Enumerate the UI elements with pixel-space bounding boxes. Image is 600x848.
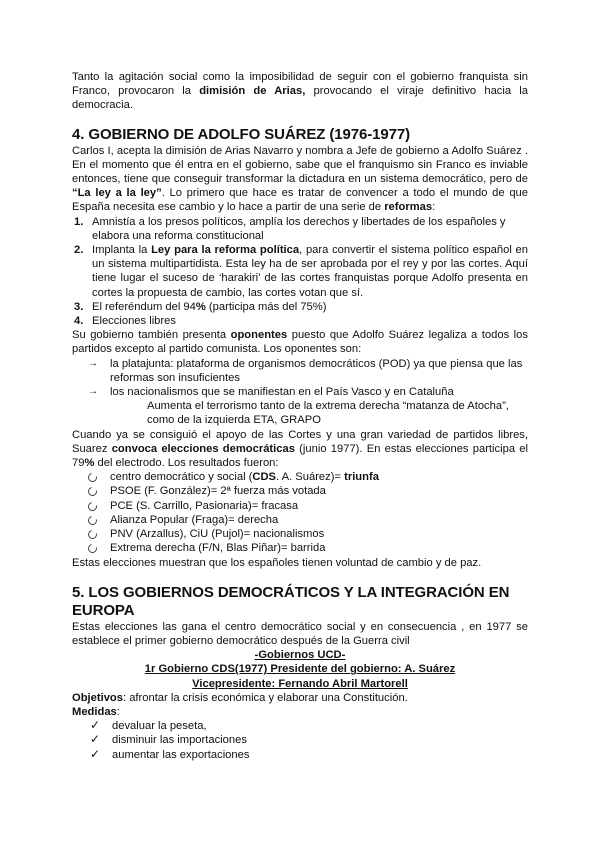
text: PNV (Arzallus), CiU (Pujol)= nacionalismos xyxy=(110,528,325,541)
text: disminuir las importaciones xyxy=(112,734,247,747)
list-item xyxy=(88,748,528,762)
text: . A. Suárez)= xyxy=(276,471,345,484)
bold-label: Medidas xyxy=(72,705,117,718)
bold-text: reformas xyxy=(384,201,433,214)
text: aumentar las exportaciones xyxy=(112,748,250,761)
circle-bullet-icon xyxy=(86,472,98,484)
intro-text-2: provocando el viraje definitivo hacia la democracia. xyxy=(72,85,528,112)
bold-text: oponentes xyxy=(230,329,288,342)
measures-label-line xyxy=(72,705,528,719)
text: (participa más del 75%) xyxy=(205,300,327,313)
text: : afrontar la crisis económica y elaborar una Constitución. xyxy=(122,691,408,704)
text: la platajunta: plataforma de organismos democráticos (POD) ya que piensa que las reformas son insuficientes xyxy=(110,357,523,384)
list-item xyxy=(88,513,528,527)
text: : xyxy=(116,705,120,718)
arrow-icon: → xyxy=(88,386,98,398)
section-4-closing: Estas elecciones muestran que los españoles tienen voluntad de cambio y de paz. xyxy=(72,556,482,569)
bold-text: % xyxy=(195,300,206,313)
bold-text: % xyxy=(84,457,95,470)
bold-label: Objetivos xyxy=(72,691,123,704)
list-item xyxy=(88,357,528,385)
text: centro democrático y social ( xyxy=(110,471,253,484)
circle-bullet-icon xyxy=(86,500,98,512)
text: (junio 1977). En estas elecciones participa el 79 xyxy=(72,442,528,470)
section-5-paragraph-1: Estas elecciones las gana el centro democrático social y en consecuencia , en 1977 se establece el primer gobierno democrático después de la Guerra civil xyxy=(72,620,528,647)
text: devaluar la peseta, xyxy=(112,720,207,733)
opponents-note: Aumenta el terrorismo tanto de la extrema derecha “matanza de Atocha”, como de la izquierda ETA, GRAPO xyxy=(147,400,509,427)
intro-bold: dimisión de Arias, xyxy=(199,85,306,98)
bold-text: CDS xyxy=(252,471,277,484)
text: Su gobierno también presenta xyxy=(72,329,231,342)
list-number: 1. xyxy=(74,215,84,228)
text: Extrema derecha (F/N, Blas Piñar)= barrida xyxy=(110,542,326,555)
bold-text: triunfa xyxy=(344,471,379,484)
bold-text: “La ley a la ley” xyxy=(72,187,162,200)
list-item xyxy=(88,527,528,541)
text: puesto que Adolfo Suárez legaliza a todos los partidos excepto al partido comunista. Los oponentes son: xyxy=(72,329,528,356)
list-item xyxy=(74,314,528,328)
text: Implanta la xyxy=(92,244,152,257)
text: Cuando ya se consiguió el apoyo de las Cortes y una gran variedad de partidos libres, Suarez xyxy=(72,428,528,455)
section-4-title: 4. GOBIERNO DE ADOLFO SUÁREZ (1976-1977) xyxy=(72,125,411,143)
checkmark-icon: ✓ xyxy=(90,746,101,761)
text: . Lo primero que hace es tratar de convencer a todo el mundo de que España necesita ese cambio y lo hace a partir de una serie de xyxy=(72,187,528,214)
section-5-title: 5. LOS GOBIERNOS DEMOCRÁTICOS Y LA INTEGRACIÓN EN EUROPA xyxy=(72,583,510,619)
results-list xyxy=(72,470,528,555)
centered-heading-1: -Gobiernos UCD- xyxy=(254,649,346,662)
intro-paragraph xyxy=(72,70,528,113)
measures-list xyxy=(72,719,528,762)
list-number: 4. xyxy=(74,315,84,328)
list-item xyxy=(88,541,528,555)
text: del electrodo. Los resultados fueron: xyxy=(94,457,279,470)
intro-text: Tanto la agitación social como la imposibilidad de seguir con el gobierno franquista sin Franco, provocaron la xyxy=(72,71,528,98)
text: PSOE (F. González)= 2ª fuerza más votada xyxy=(110,485,326,498)
section-4-paragraph-3 xyxy=(72,428,528,471)
checkmark-icon: ✓ xyxy=(90,732,101,747)
section-4-paragraph-2 xyxy=(72,328,528,356)
list-item xyxy=(88,484,528,498)
centered-heading-3: Vicepresidente: Fernando Abril Martorell xyxy=(192,677,408,690)
objectives-line xyxy=(72,691,528,705)
centered-heading-2: 1r Gobierno CDS(1977) Presidente del gobierno: A. Suárez xyxy=(144,663,456,676)
text: : xyxy=(432,201,436,214)
list-item xyxy=(74,243,528,300)
text: los nacionalismos que se manifiestan en el País Vasco y en Cataluña xyxy=(110,386,454,399)
text: Amnistía a los presos políticos, amplía los derechos y libertades de los españoles y elabora una reforma constitucional xyxy=(92,215,506,242)
checkmark-icon: ✓ xyxy=(90,718,101,733)
text: Elecciones libres xyxy=(92,315,176,328)
section-4-paragraph-1 xyxy=(72,144,528,215)
circle-bullet-icon xyxy=(86,528,98,540)
list-item xyxy=(88,470,528,484)
text: Carlos I, acepta la dimisión de Arias Navarro y nombra a Jefe de gobierno a Adolfo Suárez . En el momento que él entra en el gobierno, sabe que el franquismo sin Franco es inviable entonces, tiene que conseguir transformar la dictadura en un sistema democrático, pero de xyxy=(72,144,528,186)
text: Alianza Popular (Fraga)= derecha xyxy=(110,513,279,526)
circle-bullet-icon xyxy=(86,486,98,498)
bold-text: convoca elecciones democráticas xyxy=(111,442,295,455)
list-item xyxy=(74,300,528,314)
arrow-icon: → xyxy=(88,357,98,369)
opponents-list xyxy=(72,357,528,400)
text: PCE (S. Carrillo, Pasionaria)= fracasa xyxy=(110,499,299,512)
list-item xyxy=(88,733,528,747)
list-item xyxy=(88,499,528,513)
circle-bullet-icon xyxy=(86,514,98,526)
list-item xyxy=(74,215,528,243)
reforms-list xyxy=(72,215,528,329)
list-item xyxy=(88,385,528,399)
text: , para convertir el sistema político español en un sistema multipartidista. Esta ley ha de ser aprobada por el rey y por las cortes. Aquí tiene lugar el suceso de ‘harakiri’ de las cortes franquistas porque Adolfo presenta en cortes la propuesta de cambio, las cortes votan que sí. xyxy=(92,244,528,299)
circle-bullet-icon xyxy=(86,543,98,555)
text: El referéndum del 94 xyxy=(92,300,196,313)
list-number: 2. xyxy=(74,244,84,257)
bold-text: Ley para la reforma política xyxy=(151,244,300,257)
list-item xyxy=(88,719,528,733)
list-number: 3. xyxy=(74,300,84,313)
document-page xyxy=(72,70,528,762)
